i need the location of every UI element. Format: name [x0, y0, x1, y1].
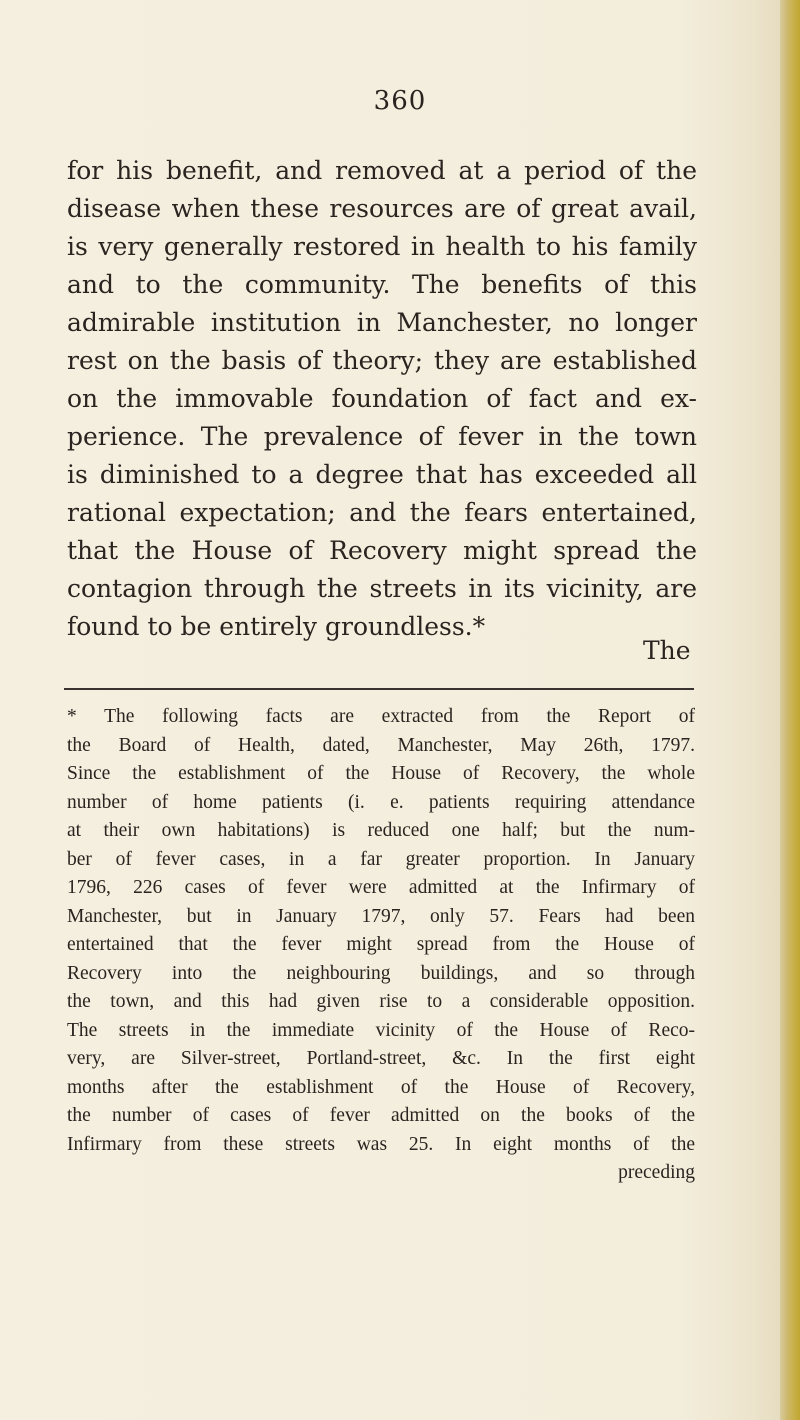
footnote-line: 1796, 226 cases of fever were admitted at the Infirmary of — [67, 877, 695, 898]
footnote-line: Infirmary from these streets was 25. In eight months of the — [67, 1133, 695, 1155]
footnote-line: * The following facts are extracted from the Report of — [67, 706, 695, 727]
footnote-catchword: preceding — [618, 1162, 695, 1183]
footnote-line: very, are Silver-street, Portland-street, &c. In the first eight — [67, 1048, 695, 1069]
body-line: is diminished to a degree that has exceeded all — [67, 460, 697, 489]
footnote-line: number of home patients (i. e. patients requiring attendance — [67, 791, 695, 813]
footnote-line: Since the establishment of the House of Recovery, the whole — [67, 763, 695, 784]
body-line: disease when these resources are of great avail, — [67, 194, 697, 223]
body-line: is very generally restored in health to his family — [67, 232, 697, 261]
body-line: perience. The prevalence of fever in the town — [67, 422, 697, 451]
footnote-line: The streets in the immediate vicinity of the House of Reco- — [67, 1019, 695, 1041]
footnote-line: the Board of Health, dated, Manchester, May 26th, 1797. — [67, 734, 695, 756]
page-number: 360 — [373, 86, 427, 116]
footnote-line: at their own habitations) is reduced one half; but the num- — [67, 820, 695, 841]
body-line: and to the community. The benefits of this — [67, 270, 697, 299]
body-line: found to be entirely groundless.* — [67, 612, 486, 641]
body-line: rational expectation; and the fears entertained, — [67, 498, 697, 527]
body-line: admirable institution in Manchester, no longer — [67, 308, 697, 337]
footnote-divider — [64, 688, 694, 690]
footnote-line: the number of cases of fever admitted on the books of the — [67, 1105, 695, 1126]
footnote — [67, 703, 695, 1188]
catchword: The — [643, 636, 691, 665]
body-line: for his benefit, and removed at a period of the — [67, 156, 697, 185]
footnote-line: months after the establishment of the House of Recovery, — [67, 1076, 695, 1098]
body-text — [67, 152, 697, 646]
body-line: that the House of Recovery might spread the — [67, 536, 697, 565]
footnote-line: the town, and this had given rise to a considerable opposition. — [67, 991, 695, 1012]
footnote-line: Manchester, but in January 1797, only 57. Fears had been — [67, 905, 695, 927]
body-line: rest on the basis of theory; they are established — [67, 346, 697, 375]
footnote-line: entertained that the fever might spread from the House of — [67, 934, 695, 955]
body-line: contagion through the streets in its vicinity, are — [67, 574, 697, 603]
footnote-line: ber of fever cases, in a far greater proportion. In January — [67, 848, 695, 870]
footnote-line: Recovery into the neighbouring buildings, and so through — [67, 962, 695, 984]
body-line: on the immovable foundation of fact and ex- — [67, 384, 697, 413]
page-edge — [780, 0, 800, 1420]
